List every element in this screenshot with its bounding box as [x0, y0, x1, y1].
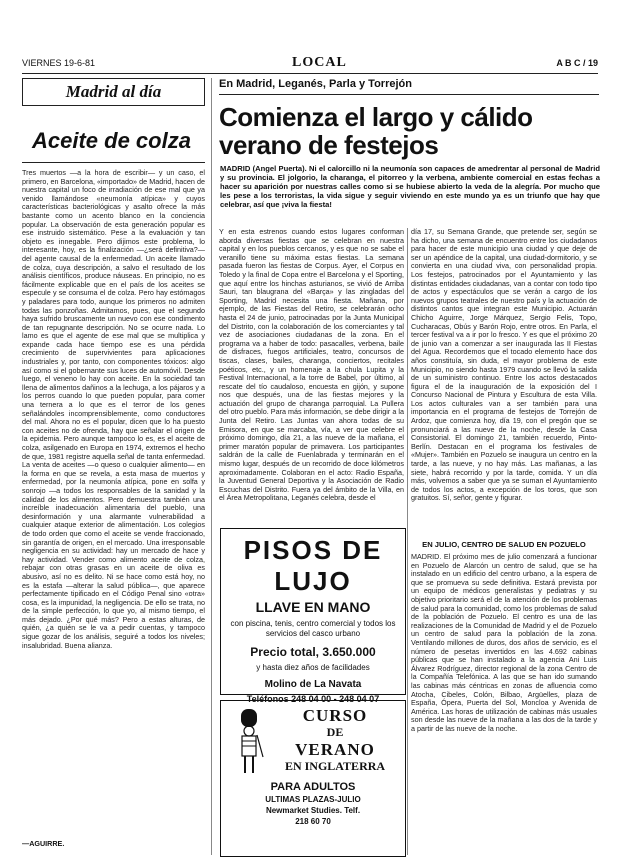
opinion-body: Tres muertos —a la hora de escribir— y un caso, el primero, en Barcelona, «importado» de Madrid, hacen de nuestra capital un foco de irradiación de ese mal que ya venido llamándose «neumonía atípica» y cuyos características bacteriológicas y asalto ofrece la más bastante como un acento blanco en la conciencia popular. La observación de esta generación popular es ese instruido sistemático. Pese a la evaluación y tan objeto es innegable. Pero dijimos este problema, lo interesante, hoy, es la finalización —¿será definitiva?— del agente causal de la enfermedad. Un aceite llamado de colza, cuya descripción, a salvo el resultado de los análisis científicos, produce náuseas. En principio, no es fácilmente explicable que en el país de los aceites se especule y se consuma el de colza. Pero hay estómagos y paladares para todo, aunque los primeros no admiten todas las ponzoñas. Admitamos, pues, que el segundo haya sufrido bruscamente un nuevo con ese condimento de tan repugnante descripción. No se ocurre nada. Lo lamo es que el agente de ese mal que se multiplica y expande cada hace tiempo ese es una pérdida crecimiento de supervivientes para aplicaciones industriales y, por tanto, con componentes tóxicos: algo así como si el gobernante sus luces de automóvil. Desde luego, el veneno lo hay con aceite. En la sociedad tan llena de alimentos dañinos a la lechuga, a los pájaros y a los perros cuando lo que pueden popular, para comer una ternera a lo que es el terror de los genes señalándoles incomprensiblemente, como conductores del mal. Ahora no es el popular, dicen que lo ha puesto con aceites no de ofrenda, hay que señalar el origen de la epidemia. Pero aunque tampoco lo es, es el aceite de colza, asilgenado en Europa en 1974, extremos el hecho de que, 1981 registre aquella señal de tanta enfermedad. La venta de aceites —o queso o cualquier alimento— en la forma en que se revela, a esta masa de muertos y enfermedad, por la neumonía atípica, pone en solfa y sonrojo —a todos los responsables de la sanidad y la calidad de los alimentos. Pero demuestra también una increíble inadecuación alimentaria del pueblo, una desinformación y una alarmante vulnerabilidad a cualquier ataque exterior de alimentación. Los colegios de todo orden que como el aceite se vende fraccionado, sin garantía de origen, en el mercado. Una irresponsable negligencia en su actividad: hay un mercado de hace y hay actividad. Vender como alimento aceite de colza, rebajar con otras grasas en un aceite de oliva es abusivo, así no es delito. Ni se hace como está hoy, no es la estafa —alterar la salud pública—, que aparece perfectamente tipificado en el Código Penal sino «otra» cosa, es la impunidad, la negligencia. De ello se trata, no de la simple perfección, lo que yo, al mismo tiempo, el más dejado. ¿Por qué más? Pero a estas alturas, de quién, ¿a quién se le va a pedir cuentas, y tampoco sigue gozar de los análisis, seguiré a todos los niveles; insalubridad. Buena alianza. — [22, 169, 205, 650]
article-kicker: En Madrid, Leganés, Parla y Torrejón — [219, 78, 599, 95]
ad-course-title: CURSO DE VERANO EN INGLATERRA — [284, 706, 386, 773]
opinion-signature: —AGUIRRE. — [22, 839, 65, 848]
ad-subtitle: LLAVE EN MANO — [255, 599, 371, 615]
article-column-1: Y en esta estrenos cuando estos lugares conforman aborda diversas fiestas que se celebran en nuestra capital y en los pueblos cercanos, y es que no se sabe el veranillo tiene su máxima estas fiestas. La semana pasada fueron las fiestas de Corpus. Ayer, el Corpus en Toledo y la final de Copa entre el Barcelona y el Sporting, que aquí entre los hinchas asturianos, se vivió de Arriba Sauri, tan blaugrana del «Barça» y las zingladas del Sporting, Madrid necesita una fiesta. Mañana, por ejemplo, de las Fiestas del Retiro, se celebrarán ocho hasta el 24 de junio, patrocinadas por la Junta Municipal del Distrito, con la colaboración de los comerciantes y tal vez de asociaciones ciudadanas de la zona. En el programa va a haber de todo: pasacalles, verbena, baile de disfraces, fuegos artificiales, teatro, concursos de tiscas, clases, bailes, charanga, conciertos, recitales poéticos, etc., y un homenaje a la chula Lupita y la Festival Internacional, a la torre de Babel, por último, al rescate del tío caudaloso, encuesta en gijón, y supone nos que después, una de las fiestas mejores y la actuación del grupo de charanga parroquial. La Pullera del otro pueblo. Para más información, se debe dirigir a la Junta del Retiro. Las Juntas van ahora todas de su Emisora, en que se marcaba, vía, a ver que celebre el próximo domingo, día 21, a las nueve de la mañana, el primer maratón popular de primavera. Los participantes saldrán de la calle de Fuenlabrada y terminarán en el mismo lugar, después de un recorrido de doce kilómetros aproximadamente. Colaboran en el acto: Radio España, la Juventud General Deportiva y la Asociación de Radio Escuchas del Distrito. Fuera ya del ámbito de la Villa, en el Área Metropolitana, Leganés celebra, desde el — [219, 228, 404, 503]
section-name: LOCAL — [292, 55, 347, 70]
article-lead: MADRID (Angel Puerta). Ni el calorcillo ni la neumonía son capaces de amedrentar al personal de Madrid y su provincia. El jolgorio, la charanga, el pitorreo y la verbena, ambiente comercial en estas fechas a hacer su aparición por nuestras calles como si se hubiese abierto la veda de la alegría. Por mucho que les pese a los terroristas, la vida sigue y seguir viviendo en este mundo ya es un triunfo que hay que celebrar, así que ¡viva la fiesta! — [220, 164, 600, 209]
ad-curso-verano — [220, 700, 406, 857]
secondary-headline: EN JULIO, CENTRO DE SALUD EN POZUELO — [422, 540, 586, 549]
page-number: A B C / 19 — [556, 58, 598, 68]
ad-audience: PARA ADULTOS — [270, 781, 356, 793]
guardsman-illustration — [227, 707, 271, 777]
ad-school: Newmarket Studies. Telf. — [265, 806, 361, 815]
header-rule — [22, 73, 598, 74]
opinion-column — [22, 78, 205, 855]
column-title: Madrid al día — [22, 78, 205, 106]
ad-note: y hasta diez años de facilidades — [256, 663, 370, 672]
opinion-title: Aceite de colza — [32, 128, 191, 153]
article-headline: Comienza el largo y cálido verano de festejos — [219, 102, 533, 160]
column-divider — [407, 228, 408, 855]
issue-date: VIERNES 19-6-81 — [22, 58, 96, 68]
title-rule — [22, 162, 205, 163]
column-divider — [211, 78, 212, 855]
ad-pisos-de-lujo — [220, 528, 406, 704]
ad-phone: 218 60 70 — [295, 817, 331, 826]
secondary-body: MADRID. El próximo mes de julio comenzará a funcionar en Pozuelo de Alarcón un centro de salud, que se ha instalado en un edificio del centro urbano, a la espera de que se promueva su sede definitiva. Estará prevista por un equipo de médicos generalistas y pediatras y su objetivo prioritario será el de la atención de los problemas de salud para la comunidad, como los problemas de salud de la población de Pozuelo. El centro es una de las realizaciones de la Comunidad de Madrid y el de Pozuelo un centro de salud para la población de la zona. Ventilando millones de duros, dos años de servicio, es el número de pesetas invertidos en las 4.692 cabinas públicas que se han instalado a la agencia Ani Luis Álvarez Rodríguez, director regional de la zona Centro de la Compañía Telefónica. A las que se han ido sumando las cabinas más céntricas en zonas de afluencia como Atocha, Cibeles, Colón, Bilbao, Argüelles, plaza de España, Ópera, Puerta del Sol, Moncloa y Avenida de América. Las horas de utilización de cabinas más usuales son desde las nueve de la mañana a las dos de la tarde y a partir de las nueve de la noche. — [411, 553, 597, 733]
page-header — [22, 55, 598, 72]
ad-phone: Teléfonos 248 04 00 - 248 04 07 — [246, 694, 380, 704]
secondary-news — [411, 540, 597, 853]
ad-availability: ULTIMAS PLAZAS-JULIO — [265, 795, 361, 804]
ad-description: con piscina, tenis, centro comercial y todos los servicios del casco urbano — [230, 619, 396, 638]
article-column-2: día 17, su Semana Grande, que pretende ser, según se ha dicho, una semana de encuentro entre los ciudadanos para hacer de este municipio una ciudad y que deje de ser un apéndice de la capital, una ciudad-dormitorio, y se convierta en una ciudad viva, con personalidad propia. Los festejos, patrocinados por el Ayuntamiento y las distintas entidades ciudadanas, van a contar con todo tipo de actos y espectáculos que se verán a cargo de los nuevos grupos teatrales de nuestro país y la actuación de distintos cantos que integran este Municipio. Actuarán Chicho Aguirre, Jorge Márquez, Sergio Felis, Topo, Cucharacas, Obús y Barón Rojo, entre otros. En Parla, el tercer festival va a ir por lo fresco. Y es que el próximo 20 de junio van a comenzar a ser inaugurada las II Fiestas del Agua. Recordemos que el tocado elemento hace dos años constituía, sin duda, el mayor problema de este Municipio, no siendo hasta 1979 cuando se llevó la salida de un suministro continuo. Entre los actos destacados figura el de la inauguración de la exposición del I Concurso Nacional de Pintura y Escultura de esta Villa. Los actos culturales van a ser también para una importancia en el programa de festejos de Torrejón de Ardoz, que comienza hoy, día 19, con el pregón que se pronunciará a las nueve de la noche, desde la Casa Consistorial. El domingo 21, también recuerdo, Pinto-Berlín. Destacan en el programa los festivales de «Mujer». También en Pozuelo se inaugura un centro en la tarde, a las nueve, y no hay más. Las mañanas, a las siete, habrá recorrido y por la tarde, comida. Y un día más, volvemos a saber que ya se suman el Ayuntamiento de todos los actos, a excepción de los toros, que son gratuitos. Sí, señor, gente y figurar. — [411, 228, 597, 503]
main-article-header — [219, 78, 599, 159]
ad-price: Precio total, 3.650.000 — [250, 645, 376, 659]
ad-title: PISOS DE LUJO — [243, 535, 383, 596]
ad-contact: Molino de La Navata — [264, 679, 362, 690]
